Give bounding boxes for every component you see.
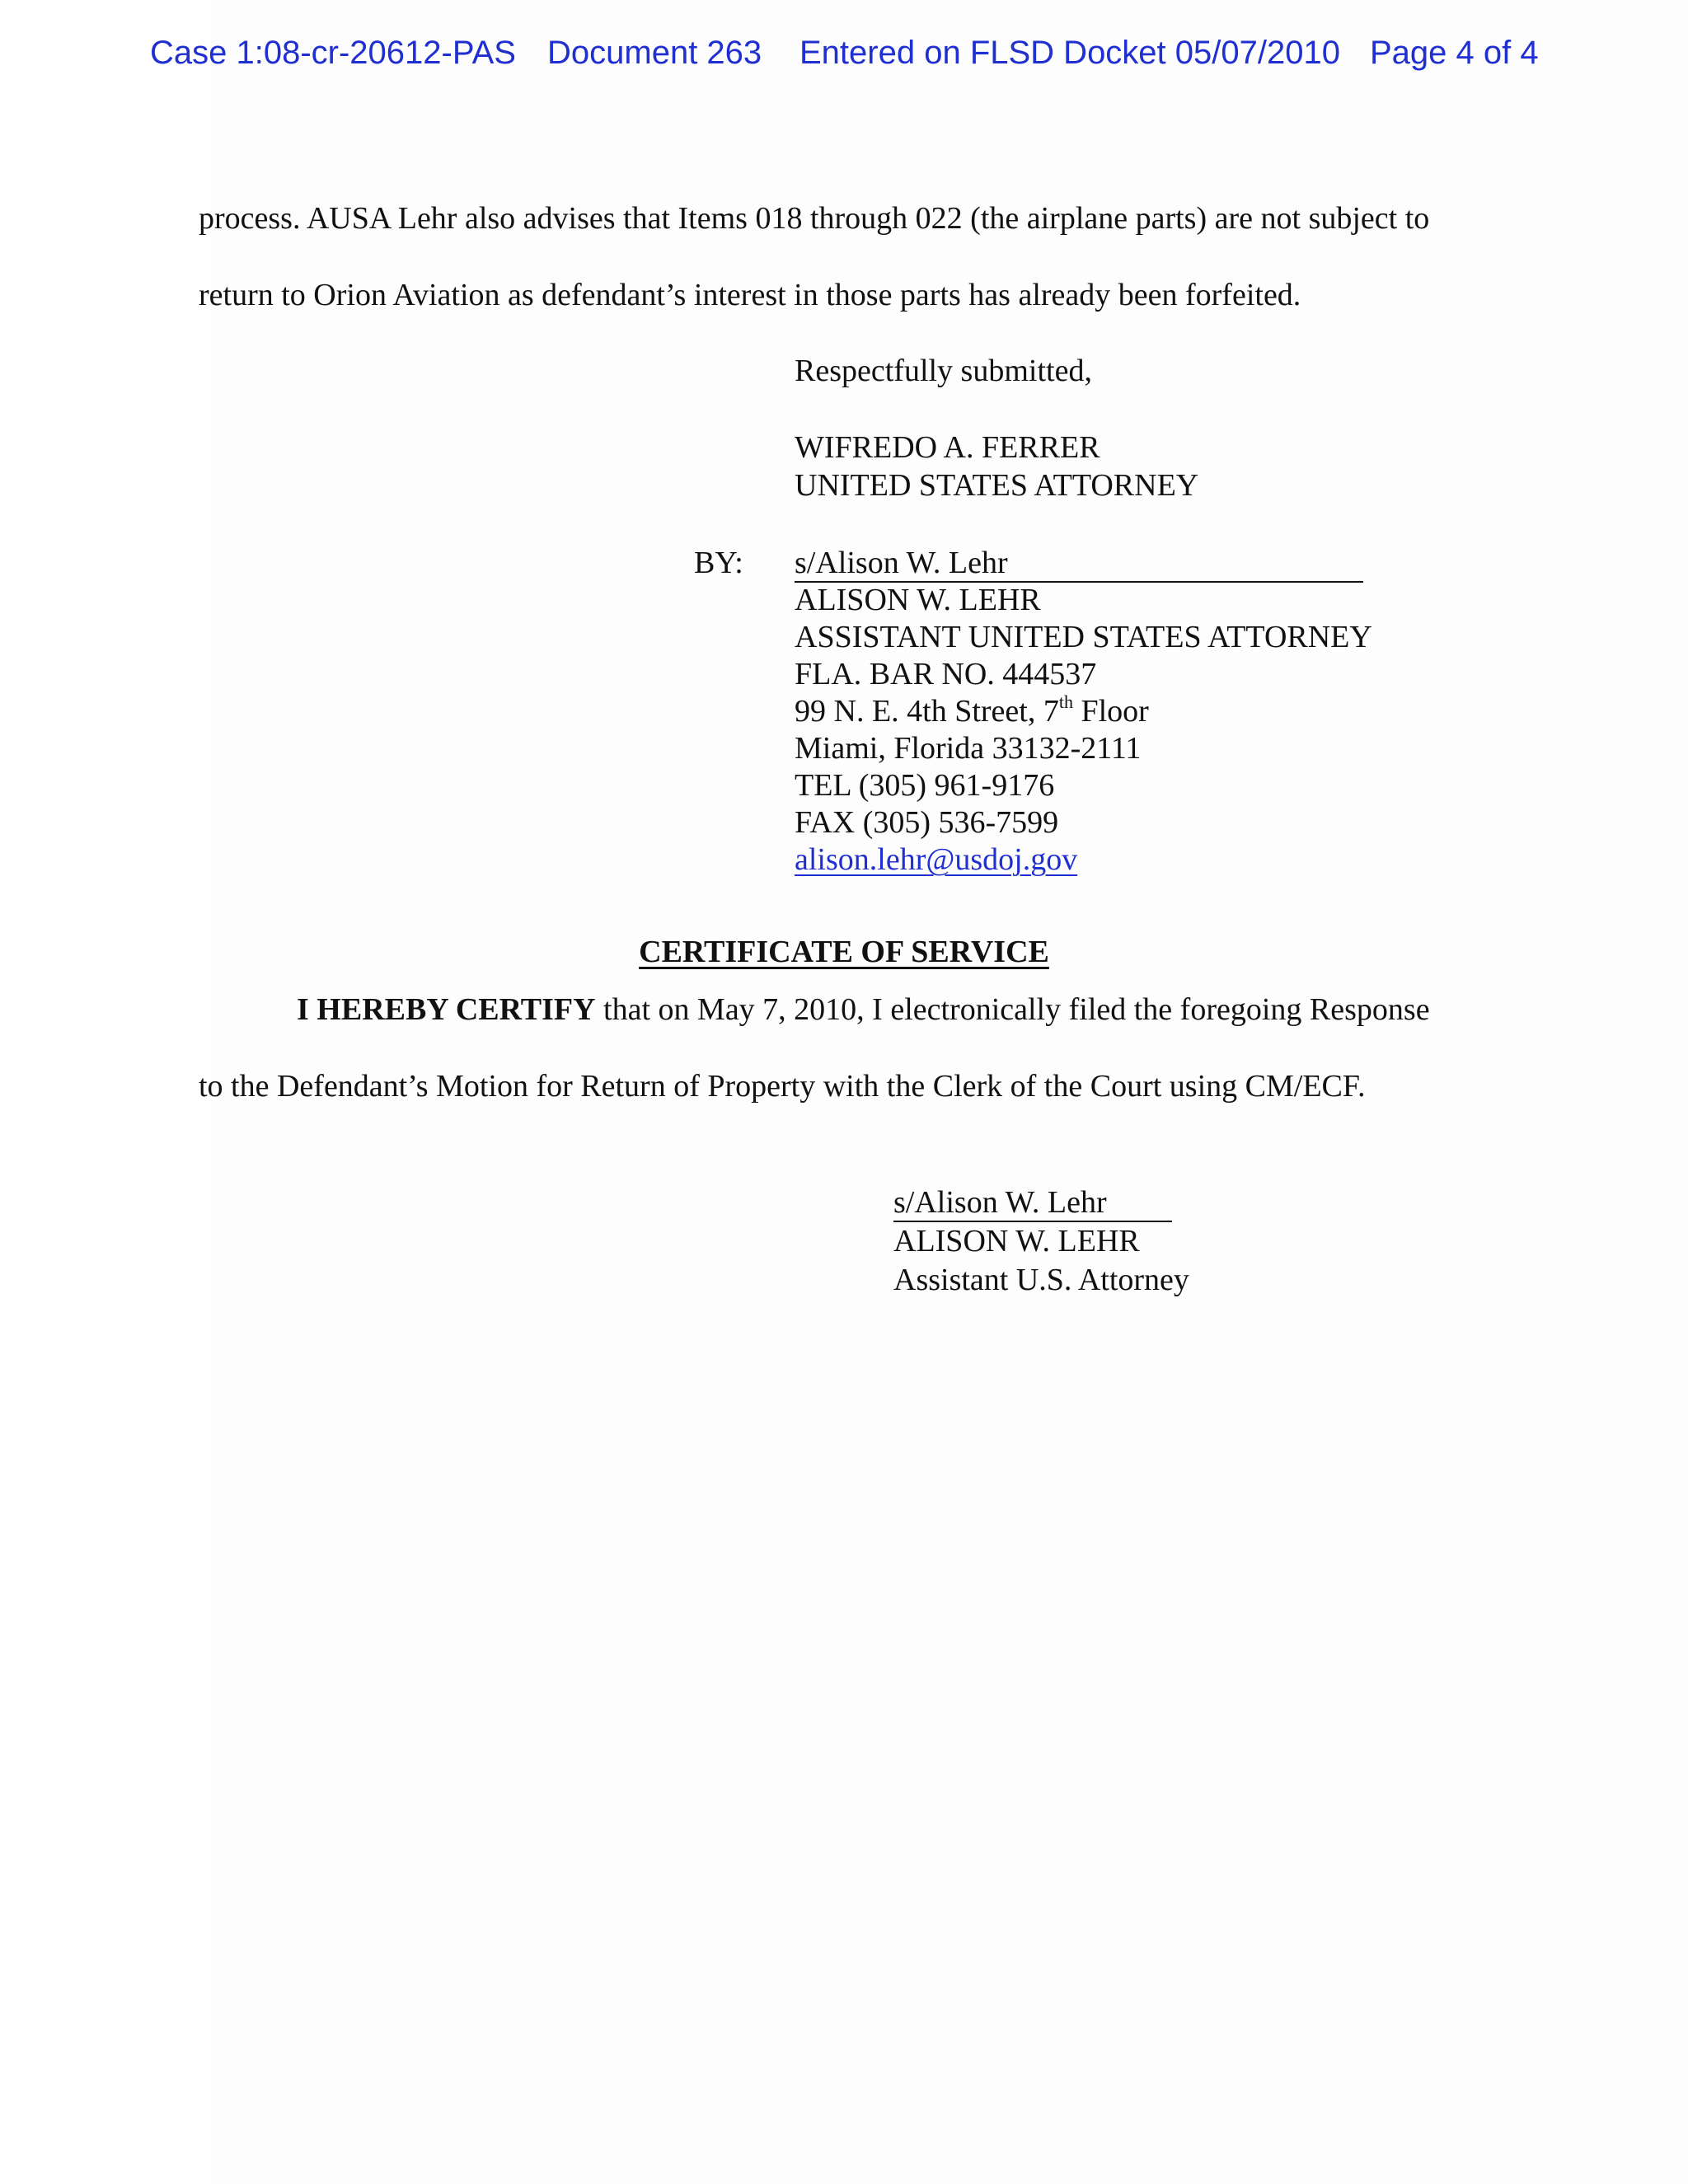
final-electronic-signature: s/Alison W. Lehr: [893, 1184, 1172, 1222]
case-number: Case 1:08-cr-20612-PAS: [150, 35, 516, 71]
us-attorney-name: WIFREDO A. FERRER: [795, 430, 1100, 465]
street-address: 99 N. E. 4th Street, 7th Floor: [795, 691, 1149, 729]
final-signature-name: ALISON W. LEHR: [893, 1224, 1140, 1258]
docket-header: [150, 35, 1551, 81]
attorney-name: ALISON W. LEHR: [795, 583, 1041, 617]
certify-lead: I HEREBY CERTIFY: [297, 992, 596, 1027]
city-state-zip: Miami, Florida 33132-2111: [795, 731, 1142, 766]
attorney-signature-block: [795, 544, 1372, 878]
certificate-line-2: to the Defendant’s Motion for Return of Property with the Clerk of the Court using CM/ECF.: [199, 1069, 1366, 1104]
body-paragraph-line-1: process. AUSA Lehr also advises that Items 018 through 022 (the airplane parts) are not subject to: [199, 201, 1430, 236]
fax: FAX (305) 536-7599: [795, 805, 1059, 840]
page-indicator: Page 4 of 4: [1370, 35, 1539, 71]
us-attorney-block: [795, 429, 1198, 504]
closing-line: Respectfully submitted,: [795, 354, 1092, 388]
body-paragraph-line-2: return to Orion Aviation as defendant’s interest in those parts has already been forfeited.: [199, 278, 1301, 312]
certificate-line-1: I HEREBY CERTIFY that on May 7, 2010, I electronically filed the foregoing Response: [297, 992, 1430, 1027]
attorney-title: ASSISTANT UNITED STATES ATTORNEY: [795, 620, 1372, 654]
document-number: Document 263: [547, 35, 762, 71]
certificate-title: CERTIFICATE OF SERVICE: [639, 935, 1049, 969]
bar-number: FLA. BAR NO. 444537: [795, 657, 1097, 691]
electronic-signature: s/Alison W. Lehr: [795, 545, 1363, 583]
final-signature-title: Assistant U.S. Attorney: [893, 1263, 1189, 1297]
email-link[interactable]: alison.lehr@usdoj.gov: [795, 842, 1078, 877]
final-signature-block: [893, 1183, 1189, 1300]
docket-entry-date: Entered on FLSD Docket 05/07/2010: [799, 35, 1340, 71]
us-attorney-title: UNITED STATES ATTORNEY: [795, 468, 1199, 503]
by-label: BY:: [694, 546, 743, 580]
telephone: TEL (305) 961-9176: [795, 768, 1055, 803]
